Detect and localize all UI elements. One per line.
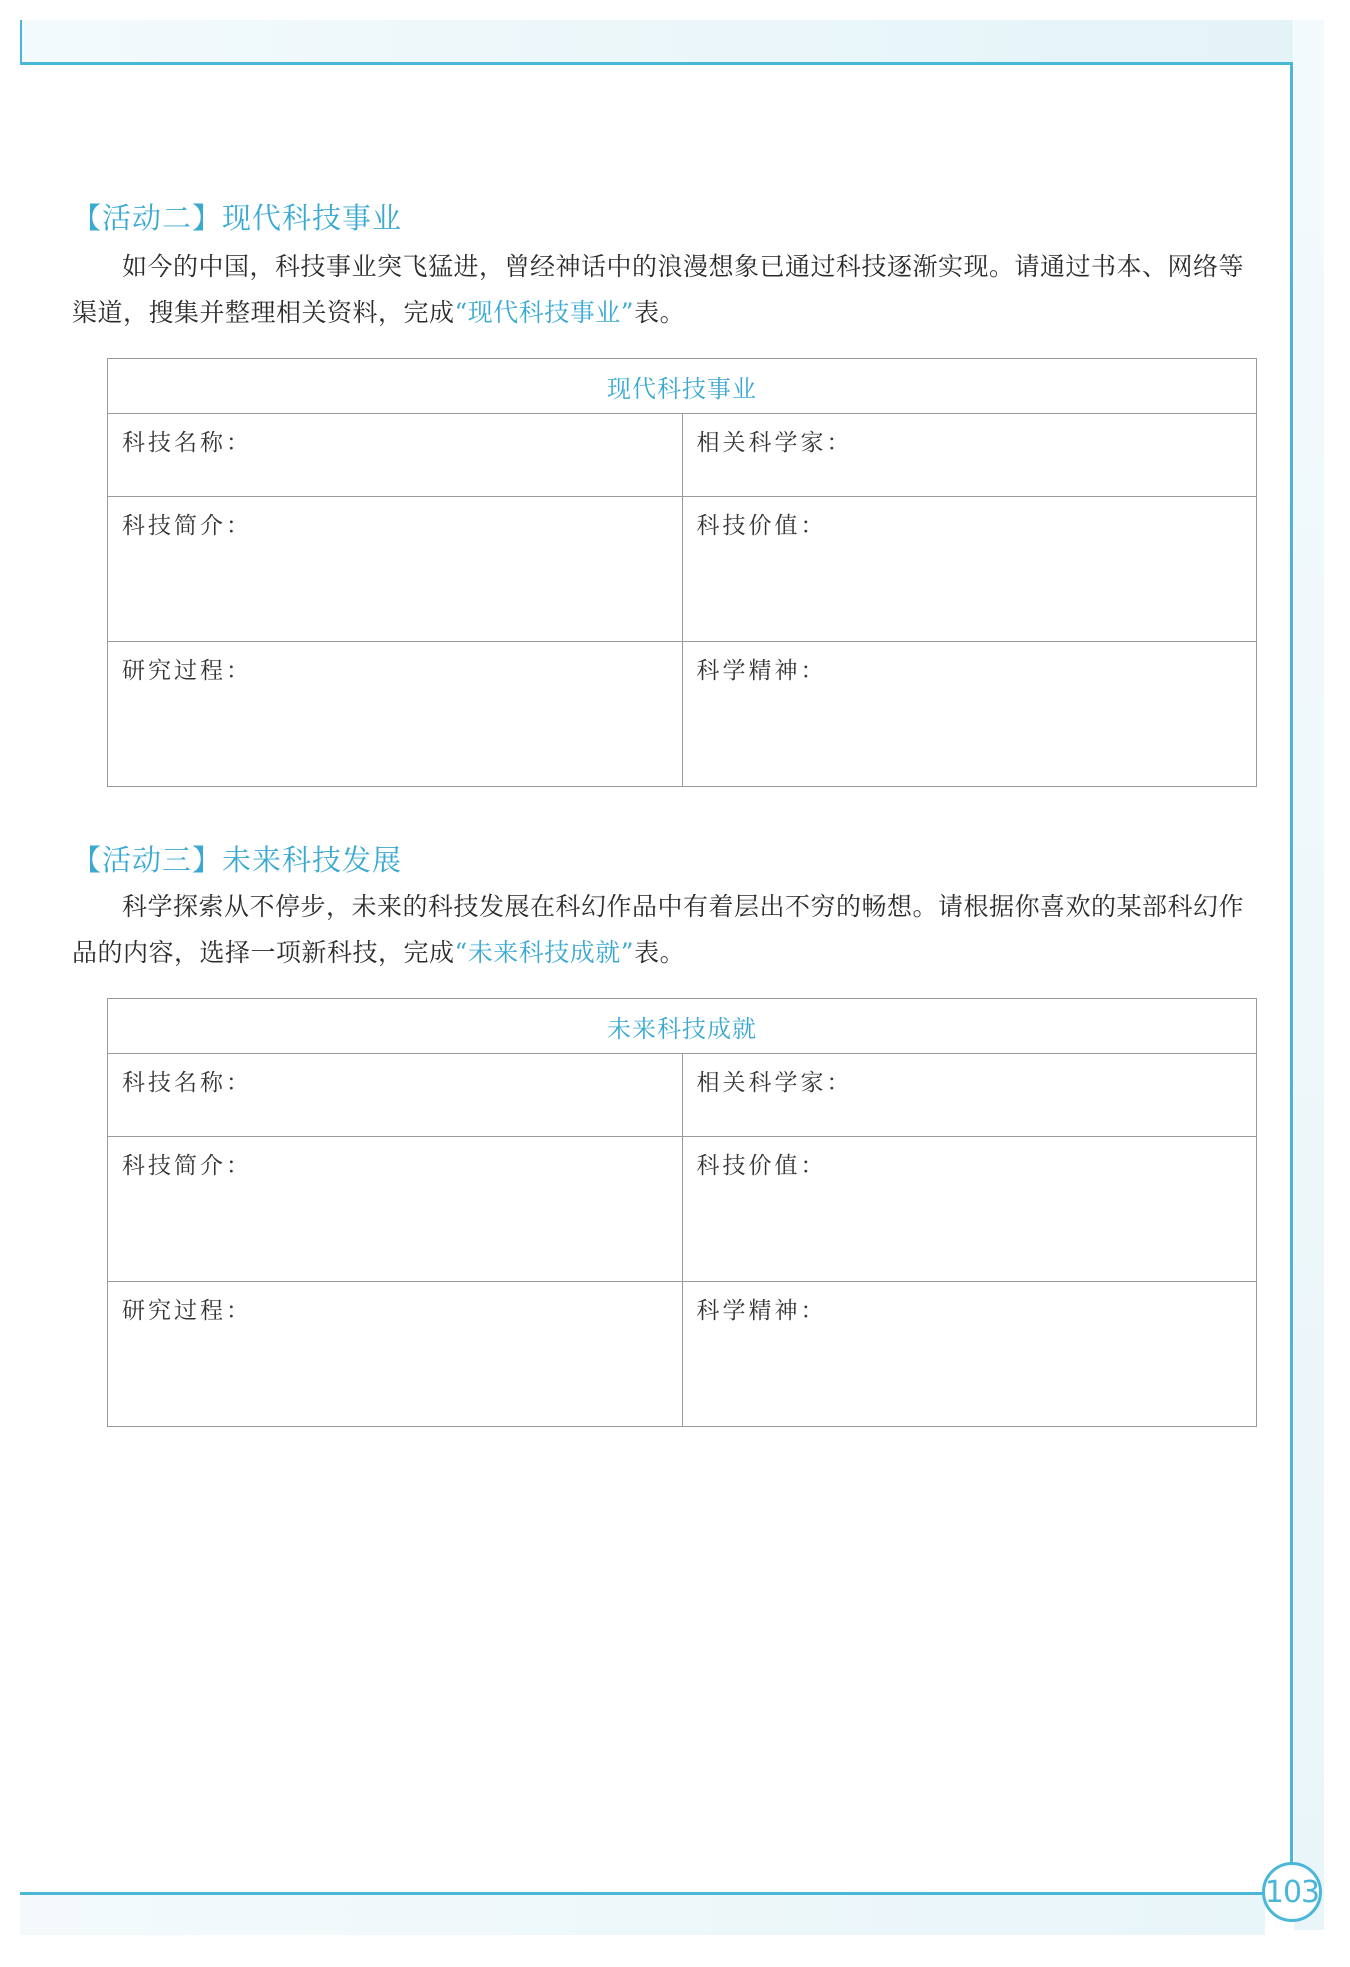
activity2-instructions: 如今的中国，科技事业突飞猛进，曾经神话中的浪漫想象已通过科技逐渐实现。请通过书本、网络等渠道，搜集并整理相关资料，完成“现代科技事业”表。 bbox=[72, 252, 1245, 327]
activity3-heading bbox=[72, 838, 402, 879]
heading-bracket-open: 【 bbox=[72, 843, 103, 877]
activity3-title: 未来科技发展 bbox=[222, 843, 403, 877]
field-tech-name[interactable]: 科技名称： bbox=[108, 414, 683, 497]
heading-bracket-close: 】 bbox=[192, 843, 223, 877]
top-frame-line bbox=[20, 62, 1293, 65]
field-scientific-spirit[interactable]: 科学精神： bbox=[682, 642, 1257, 787]
activity3-worksheet-table bbox=[107, 998, 1257, 1427]
field-tech-intro[interactable]: 科技简介： bbox=[108, 1137, 683, 1282]
table-title: 现代科技事业 bbox=[108, 359, 1257, 414]
field-scientific-spirit[interactable]: 科学精神： bbox=[682, 1282, 1257, 1427]
table-title: 未来科技成就 bbox=[108, 999, 1257, 1054]
field-tech-value[interactable]: 科技价值： bbox=[682, 1137, 1257, 1282]
field-tech-name[interactable]: 科技名称： bbox=[108, 1054, 683, 1137]
field-research-process[interactable]: 研究过程： bbox=[108, 642, 683, 787]
field-related-scientist[interactable]: 相关科学家： bbox=[682, 1054, 1257, 1137]
activity2-heading bbox=[72, 196, 402, 237]
right-band bbox=[1294, 20, 1324, 1930]
bottom-frame-line bbox=[20, 1892, 1265, 1895]
top-band bbox=[20, 20, 1293, 62]
page-number: 103 bbox=[1262, 1862, 1322, 1922]
left-tick-line bbox=[20, 20, 22, 62]
activity3-instructions: 科学探索从不停步，未来的科技发展在科幻作品中有着层出不穷的畅想。请根据你喜欢的某部科幻作品的内容，选择一项新科技，完成“未来科技成就”表。 bbox=[72, 892, 1245, 967]
field-related-scientist[interactable]: 相关科学家： bbox=[682, 414, 1257, 497]
bottom-band bbox=[20, 1895, 1265, 1935]
activity3-table-reference: “未来科技成就” bbox=[454, 938, 635, 967]
right-frame-line bbox=[1290, 62, 1293, 1884]
activity2-table-reference: “现代科技事业” bbox=[454, 298, 635, 327]
field-tech-value[interactable]: 科技价值： bbox=[682, 497, 1257, 642]
activity2-worksheet-table bbox=[107, 358, 1257, 787]
activity2-label: 活动二 bbox=[102, 201, 193, 235]
field-tech-intro[interactable]: 科技简介： bbox=[108, 497, 683, 642]
heading-bracket-close: 】 bbox=[192, 201, 223, 235]
heading-bracket-open: 【 bbox=[72, 201, 103, 235]
activity2-title: 现代科技事业 bbox=[222, 201, 403, 235]
field-research-process[interactable]: 研究过程： bbox=[108, 1282, 683, 1427]
activity3-label: 活动三 bbox=[102, 843, 193, 877]
